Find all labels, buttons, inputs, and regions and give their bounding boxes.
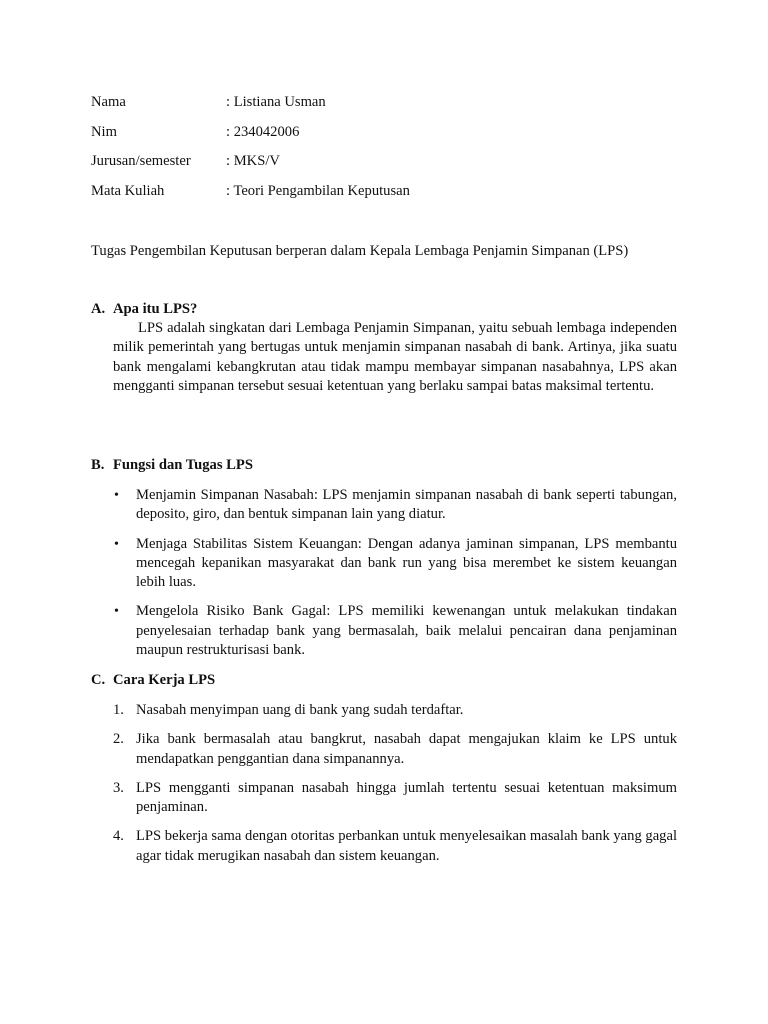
list-item-text: Menjaga Stabilitas Sistem Keuangan: Dengan adanya jaminan simpanan, LPS membantu mencegah kepanikan masyarakat dan bank run yang bisa merembet ke sistem keuangan lebih luas. — [136, 535, 677, 591]
section-title: Cara Kerja LPS — [113, 672, 216, 688]
section-heading — [91, 670, 677, 690]
section-paragraph: LPS adalah singkatan dari Lembaga Penjamin Simpanan, yaitu sebuah lembaga independen milik pemerintah yang bertugas untuk menjamin simpanan nasabah di bank. Artinya, jika suatu bank mengalami kebangkrutan atau tidak mampu membayar simpanan nasabahnya, LPS akan mengganti simpanan tersebut sesuai ketentuan yang berlaku sampai batas maksimal tertentu. — [113, 320, 677, 394]
list-item — [91, 779, 677, 818]
info-label: Mata Kuliah — [91, 182, 165, 199]
list-item — [91, 701, 677, 720]
info-value: : 234042006 — [226, 123, 300, 140]
bullet-icon: • — [114, 488, 119, 503]
info-label: Nim — [91, 123, 117, 140]
list-item — [91, 827, 677, 866]
section-a — [91, 299, 677, 396]
section-letter: C. — [91, 672, 106, 688]
info-value: : Teori Pengambilan Keputusan — [226, 182, 410, 199]
info-label: Nama — [91, 94, 126, 110]
section-c — [91, 670, 677, 866]
list-number: 2. — [113, 731, 124, 748]
section-letter: B. — [91, 457, 105, 473]
section-letter: A. — [91, 301, 106, 317]
list-number: 4. — [113, 828, 124, 845]
bullet-icon: • — [114, 536, 119, 552]
function-list — [91, 486, 677, 660]
list-number: 3. — [113, 779, 124, 796]
steps-list — [91, 701, 677, 866]
bullet-icon: • — [114, 604, 119, 620]
list-number: 1. — [113, 702, 124, 718]
list-item — [91, 602, 677, 660]
section-title: Apa itu LPS? — [113, 301, 198, 317]
section-heading — [91, 299, 677, 319]
info-label: Jurusan/semester — [91, 153, 191, 169]
list-item-text: Nasabah menyimpan uang di bank yang sudah terdaftar. — [136, 702, 464, 718]
list-item-text: Mengelola Risiko Bank Gagal: LPS memiliki kewenangan untuk melakukan tindakan penyelesaian terhadap bank yang bermasalah, baik melalui pencairan dana penjaminan maupun restrukturisasi bank. — [136, 603, 677, 659]
list-item-text: Menjamin Simpanan Nasabah: LPS menjamin simpanan nasabah di bank seperti tabungan, deposito, giro, dan bentuk simpanan lain yang diatur. — [136, 487, 677, 523]
list-item — [91, 535, 677, 593]
list-item-text: Jika bank bermasalah atau bangkrut, nasabah dapat mengajukan klaim ke LPS untuk mendapatkan penggantian dana simpanannya. — [136, 731, 677, 767]
section-heading — [91, 455, 677, 475]
list-item — [91, 730, 677, 769]
task-title: Tugas Pengembilan Keputusan berperan dalam Kepala Lembaga Penjamin Simpanan (LPS) — [91, 243, 629, 259]
info-value: : Listiana Usman — [226, 94, 326, 110]
info-value: : MKS/V — [226, 153, 280, 169]
list-item — [91, 486, 677, 525]
section-b — [91, 455, 677, 660]
list-item-text: LPS mengganti simpanan nasabah hingga jumlah tertentu sesuai ketentuan maksimum penjaminan. — [136, 779, 677, 816]
section-title: Fungsi dan Tugas LPS — [113, 457, 253, 473]
list-item-text: LPS bekerja sama dengan otoritas perbankan untuk menyelesaikan masalah bank yang gagal agar tidak merugikan nasabah dan sistem keuangan. — [136, 828, 678, 864]
